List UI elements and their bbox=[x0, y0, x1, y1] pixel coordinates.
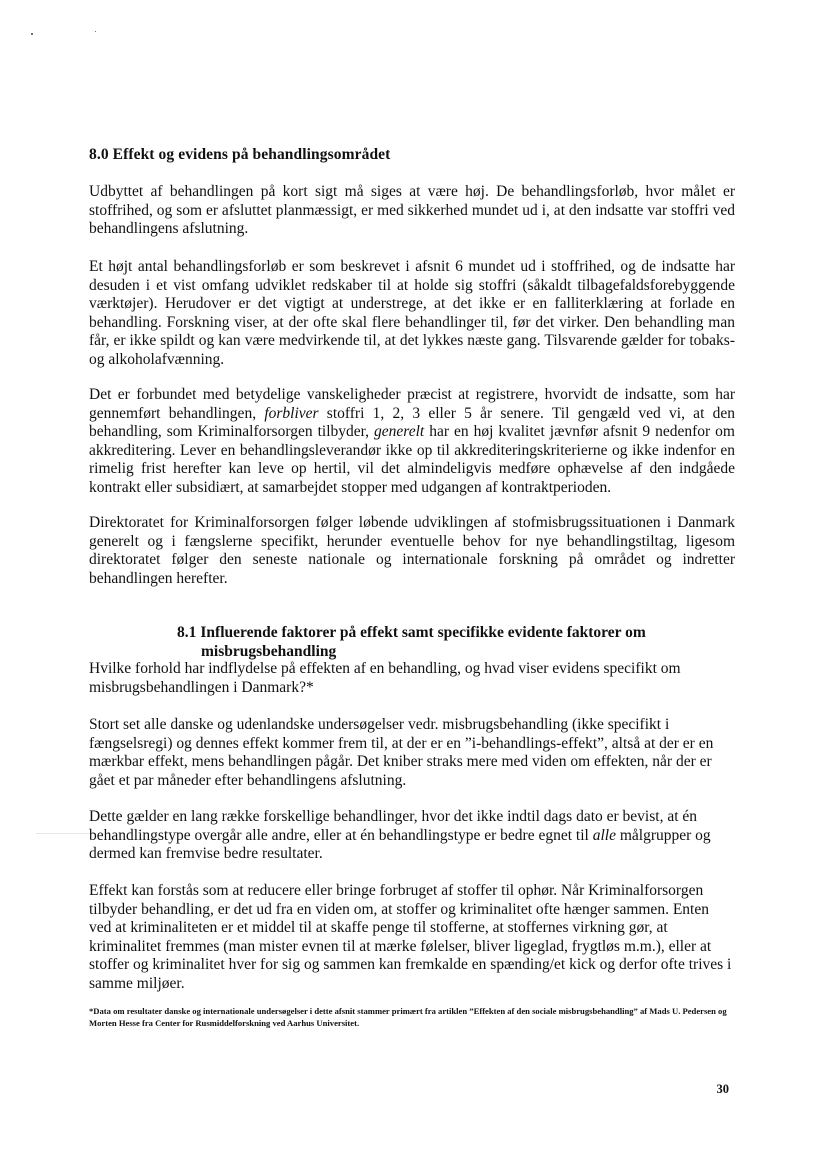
subsection-heading bbox=[177, 624, 733, 661]
subsection-title-line1: Influerende faktorer på effekt samt specifikke evidente faktorer om bbox=[200, 624, 646, 641]
subsection-title-line2: misbrugsbehandling bbox=[201, 642, 337, 660]
emphasis-alle: alle bbox=[592, 826, 616, 844]
scan-speck bbox=[95, 31, 96, 32]
section-heading: 8.0 Effekt og evidens på behandlingsområdet bbox=[89, 146, 391, 163]
question-paragraph: Hvilke forhold har indflydelse på effekten af en behandling, og hvad viser evidens specifikt om misbrugsbehandlingen i Danmark?* bbox=[89, 660, 681, 696]
scan-artifact-line bbox=[36, 833, 96, 834]
paragraph-2: Et højt antal behandlingsforløb er som beskrevet i afsnit 6 mundet ud i stoffrihed, og de indsatte har desuden i et vist omfang udviklet redskaber til at holde sig stoffri (såkaldt tilbagefaldsforebyggende værktøjer). Herudover er det vigtigt at understrege, at det ikke er en falliterklæring at forlade en behandling. Forskning viser, at der ofte skal flere behandlinger til, før det virker. Den behandling man får, er ikke spildt og kan være medvirkende til, at det lykkes næste gang. Tilsvarende gælder for tobaks- og alkoholafvænning. bbox=[89, 258, 735, 368]
footnote: *Data om resultater danske og internationale undersøgelser i dette afsnit stammer primært fra artiklen ”Effekten af den sociale misbrugsbehandling” af Mads U. Pedersen og Morten Hesse fra Center for Rusmiddelforskning ved Aarhus Universitet. bbox=[89, 1006, 727, 1028]
paragraph-6: Dette gælder en lang række forskellige behandlinger, hvor det ikke indtil dags dato er bevist, at én behandlingstype overgår alle andre, eller at én behandlingstype er bedre egnet til alle målgrupper og dermed kan fremvise bedre resultater. bbox=[89, 808, 711, 862]
page-number: 30 bbox=[716, 1082, 729, 1096]
paragraph-7: Effekt kan forstås som at reducere eller bringe forbruget af stoffer til ophør. Når Kriminalforsorgen tilbyder behandling, er det ud fra en viden om, at stoffer og kriminalitet ofte hænger sammen. Enten ved at kriminaliteten er et middel til at skaffe penge til stofferne, at stoffernes virkning gør, at kriminalitet fremmes (man mister evnen til at mærke følelser, bliver ligeglad, frygtløs m.m.), eller at stoffer og kriminalitet hver for sig og sammen kan fremkalde en spænding/et kick og derfor ofte trives i samme miljøer. bbox=[89, 882, 732, 992]
emphasis-forbliver: forbliver bbox=[264, 404, 319, 422]
paragraph-1: Udbyttet af behandlingen på kort sigt må siges at være høj. De behandlingsforløb, hvor målet er stoffrihed, og som er afsluttet planmæssigt, er med sikkerhed mundet ud i, at den indsatte var stoffri ved behandlingens afslutning. bbox=[89, 183, 735, 237]
emphasis-generelt: generelt bbox=[374, 423, 425, 440]
paragraph-3: Det er forbundet med betydelige vanskeligheder præcist at registrere, hvorvidt de indsatte, som har gennemført behandlingen, forbliver stoffri 1, 2, 3 eller 5 år senere. Til gengæld ved vi, at den behandling, som Kriminalforsorgen tilbyder, generelt har en høj kvalitet jævnfør afsnit 9 nedenfor om akkreditering. Lever en behandlingsleverandør ikke op til akkrediteringskriterierne og ikke indenfor en rimelig frist herefter kan leve op hertil, vil det almindeligvis medføre ophævelse af den indgåede kontrakt eller subsidiært, at samarbejdet stopper med udgangen af kontraktperioden. bbox=[89, 386, 735, 496]
paragraph-5: Stort set alle danske og udenlandske undersøgelser vedr. misbrugsbehandling (ikke specifikt i fængselsregi) og dennes effekt kommer frem til, at der er en ”i-behandlings-effekt”, altså at der er en mærkbar effekt, mens behandlingen pågår. Det kniber straks mere med viden om effekten, når der er gået et par måneder efter behandlingens afslutning. bbox=[89, 716, 714, 789]
subsection-number: 8.1 bbox=[177, 624, 197, 641]
paragraph-4: Direktoratet for Kriminalforsorgen følger løbende udviklingen af stofmisbrugssituationen i Danmark generelt og i fængslerne specifikt, herunder eventuelle behov for nye behandlingstiltag, ligesom direktoratet følger den seneste nationale og internationale forskning på området og indretter behandlingen herefter. bbox=[89, 514, 735, 587]
scan-speck bbox=[31, 33, 33, 35]
